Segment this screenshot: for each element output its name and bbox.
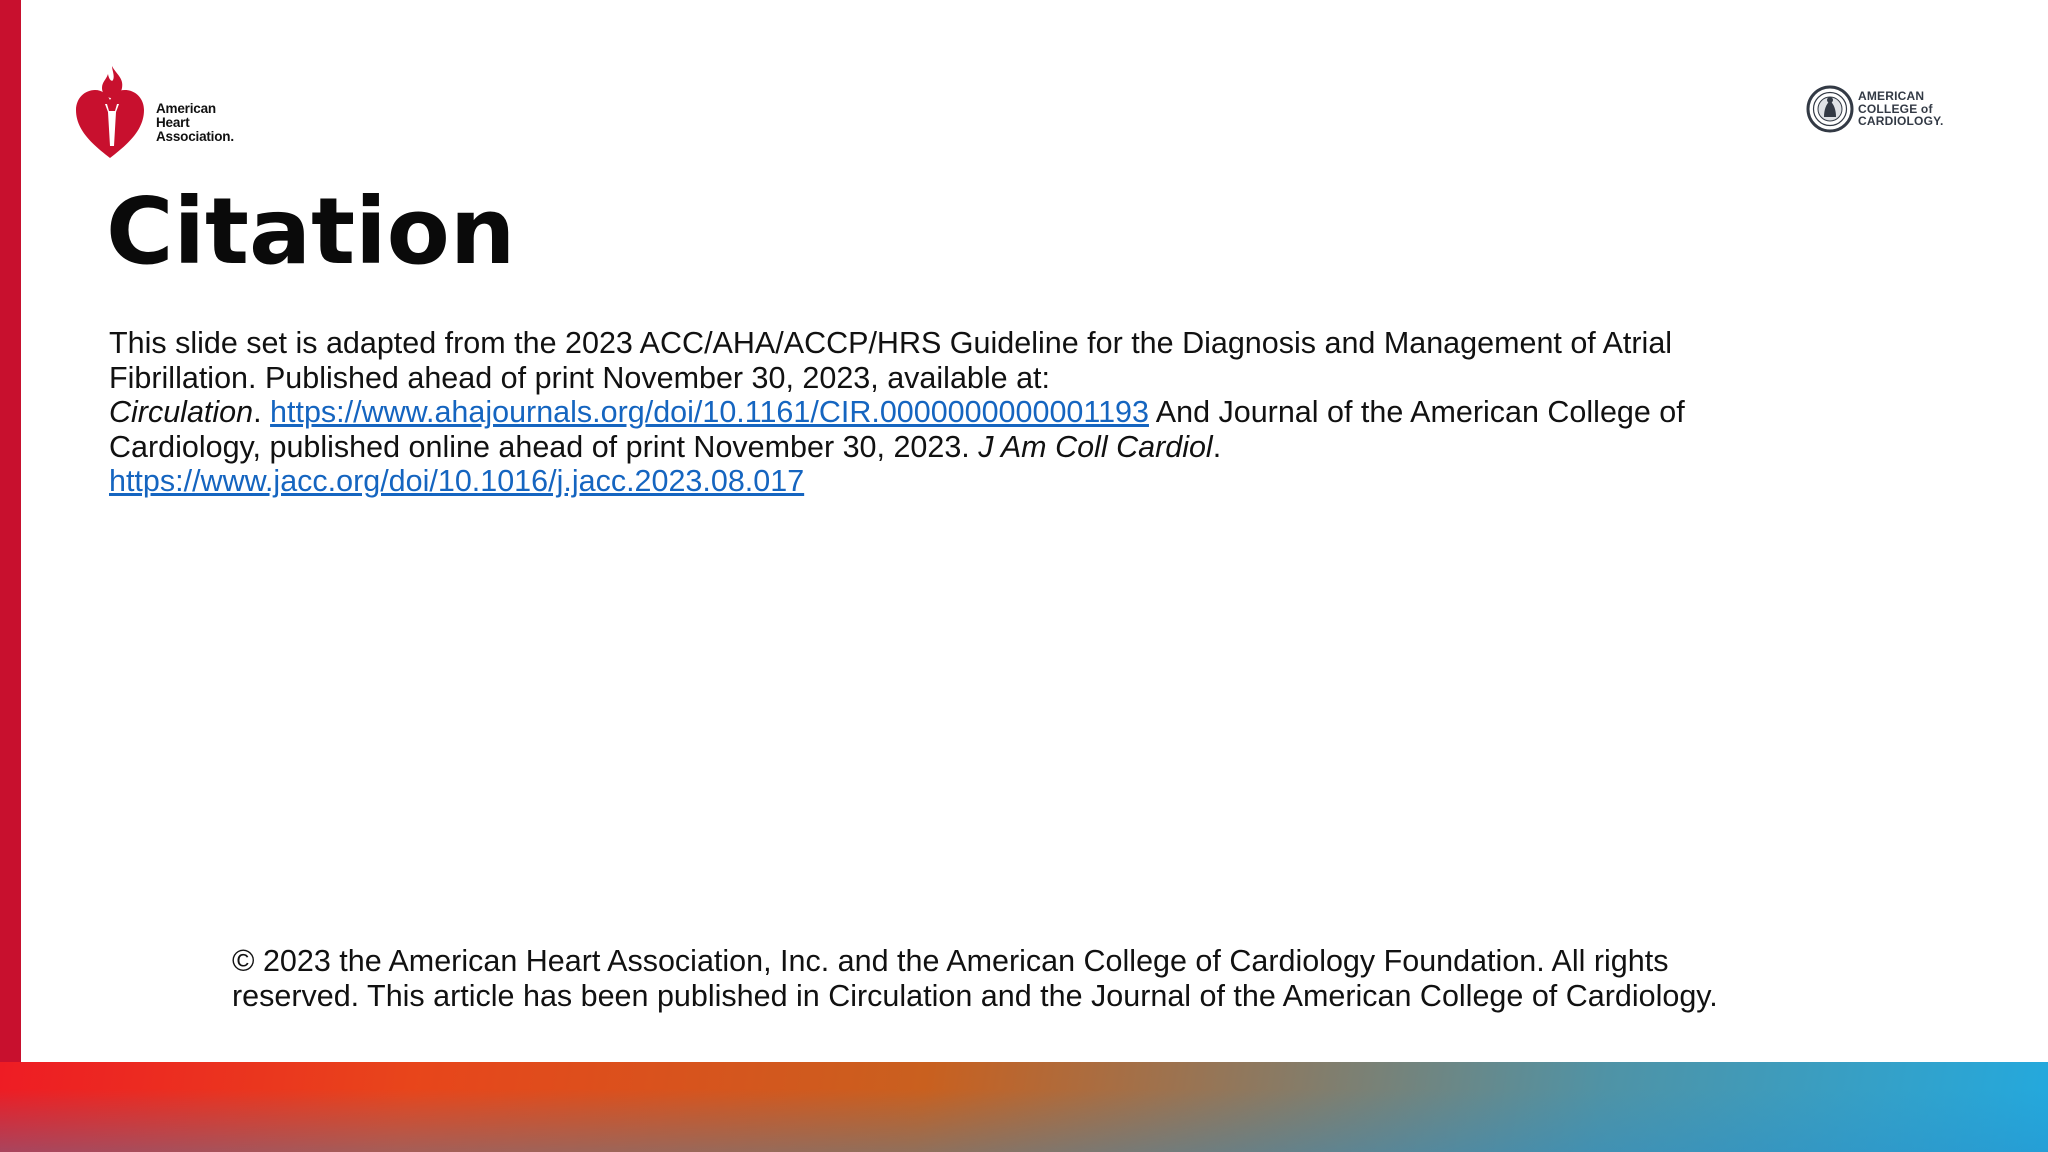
journal-punctuation: .	[1212, 429, 1222, 464]
copyright-line: reserved. This article has been published in Circulation and the Journal of the American College of Cardiology.	[232, 978, 1718, 1013]
aha-wordmark-line: Association.	[156, 129, 234, 144]
journal-name-circulation: Circulation	[109, 395, 254, 429]
jacc-doi-link[interactable]: https://www.jacc.org/doi/10.1016/j.jacc.2023.08.017	[109, 464, 805, 498]
copyright-line: © 2023 the American Heart Association, Inc. and the American College of Cardiology Foundation. All rights	[232, 944, 1669, 978]
copyright-notice	[232, 944, 1832, 1013]
journal-name-jacc: J Am Coll Cardiol	[978, 429, 1213, 464]
acc-logo	[1806, 84, 1966, 136]
journal-punctuation: .	[253, 395, 271, 429]
left-accent-bar	[0, 0, 21, 1063]
acc-wordmark-line: CARDIOLOGY.	[1858, 114, 1944, 128]
bottom-gradient-band	[0, 1062, 2048, 1152]
aha-wordmark-line: American	[156, 101, 216, 116]
citation-line-tail: And Journal of the American College of	[1148, 395, 1685, 429]
acc-wordmark	[1858, 90, 1944, 128]
acc-wordmark-line: COLLEGE of	[1858, 101, 1933, 116]
acc-wordmark-line: AMERICAN	[1858, 89, 1925, 103]
citation-text	[109, 326, 1829, 499]
citation-line	[109, 430, 1829, 465]
citation-line: This slide set is adapted from the 2023 ACC/AHA/ACCP/HRS Guideline for the Diagnosis and Management of Atrial	[109, 326, 1673, 360]
citation-line-head: Cardiology, published online ahead of print November 30, 2023.	[109, 429, 979, 464]
citation-line	[109, 395, 1829, 430]
aha-wordmark-line: Heart	[156, 115, 190, 130]
slide-title: Citation	[106, 178, 516, 285]
citation-line: Fibrillation. Published ahead of print November 30, 2023, available at:	[109, 360, 1050, 395]
ahajournals-doi-link[interactable]: https://www.ahajournals.org/doi/10.1161/CIR.0000000000001193	[270, 395, 1149, 429]
acc-seal-icon	[1806, 84, 1856, 134]
aha-heart-torch-icon	[72, 60, 152, 160]
citation-line	[109, 464, 1829, 499]
aha-logo	[72, 60, 272, 160]
aha-wordmark	[156, 102, 234, 144]
